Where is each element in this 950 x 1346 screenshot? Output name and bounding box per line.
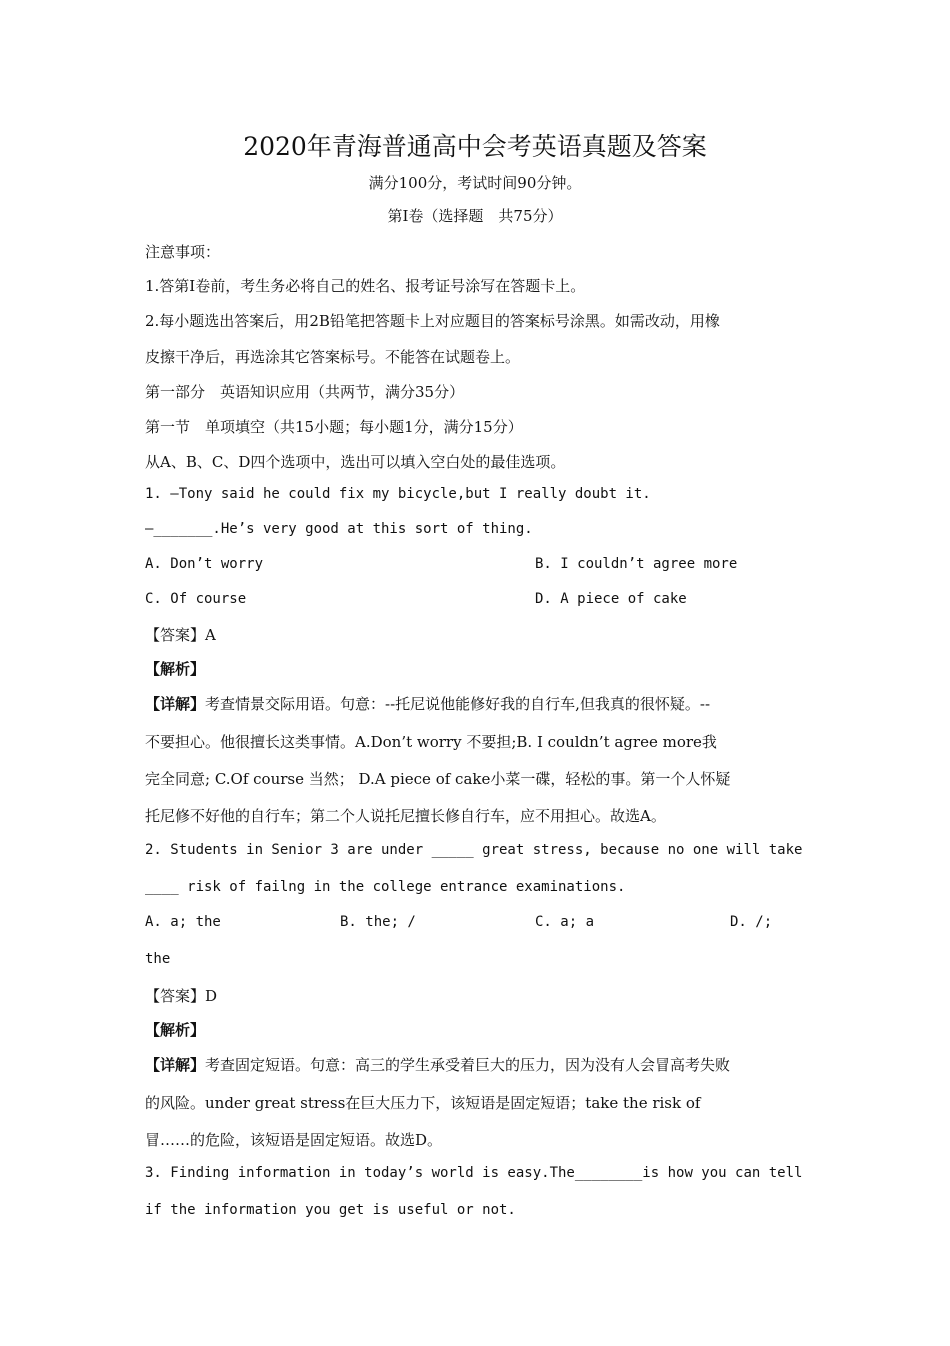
q2-answer: 【答案】D (145, 987, 218, 1005)
q1-stem-line-1: 1. —Tony said he could fix my bicycle,but I really doubt it. (145, 486, 651, 502)
q2-detail-line-1 (145, 1054, 730, 1075)
q2-detail-line-2: 的风险。under great stress在巨大压力下，该短语是固定短语；take the risk of (145, 1094, 701, 1112)
q1-detail-label: 【详解】 (145, 695, 206, 713)
q1-detail-line-1 (145, 693, 710, 714)
notes-item-1: 1.答第Ⅰ卷前，考生务必将自己的姓名、报考证号涂写在答题卡上。 (145, 277, 586, 295)
notes-item-2-line-2: 皮擦干净后，再选涂其它答案标号。不能答在试题卷上。 (145, 348, 521, 366)
document-subtitle: 满分100分，考试时间90分钟。 (368, 174, 582, 192)
q2-option-d: D. /; (730, 914, 773, 930)
q1-detail-line-2: 不要担心。他很擅长这类事情。A.Don’t worry 不要担;B. I couldn’t agree more我 (145, 733, 717, 751)
q1-answer: 【答案】A (145, 626, 216, 644)
part1-heading: 第一部分 英语知识应用（共两节，满分35分） (145, 383, 465, 401)
notes-item-2-line-1: 2.每小题选出答案后，用2B铅笔把答题卡上对应题目的答案标号涂黑。如需改动，用橡 (145, 312, 720, 330)
q1-detail-line-3: 完全同意; C.Of course 当然； D.A piece of cake小菜一碟，轻松的事。第一个人怀疑 (145, 770, 731, 788)
part1-section1-heading: 第一节 单项填空（共15小题；每小题1分，满分15分） (145, 418, 523, 436)
q1-stem-line-2: —_______.He’s very good at this sort of thing. (145, 521, 533, 537)
q2-detail-label: 【详解】 (145, 1056, 206, 1074)
q1-detail-text-1: 考查情景交际用语。句意：--托尼说他能修好我的自行车,但我真的很怀疑。-- (205, 695, 711, 713)
q2-option-d-continued: the (145, 951, 171, 967)
q2-analysis-label: 【解析】 (145, 1021, 206, 1039)
section-title: 第Ⅰ卷（选择题 共75分） (387, 207, 563, 225)
q2-detail-text-1: 考查固定短语。句意：高三的学生承受着巨大的压力，因为没有人会冒高考失败 (205, 1056, 731, 1074)
q2-stem-line-1: 2. Students in Senior 3 are under _____ great stress, because no one will take (145, 842, 803, 858)
q1-analysis-label: 【解析】 (145, 660, 206, 678)
q1-option-d: D. A piece of cake (535, 591, 687, 607)
document-title: 2020年青海普通高中会考英语真题及答案 (243, 132, 707, 161)
q2-stem-line-2: ____ risk of failng in the college entrance examinations. (145, 879, 626, 895)
q2-option-c: C. a; a (535, 914, 595, 930)
q2-option-a: A. a; the (145, 914, 221, 930)
q2-option-b: B. the; / (340, 914, 416, 930)
q2-detail-line-3: 冒……的危险，该短语是固定短语。故选D。 (145, 1131, 443, 1149)
q1-option-c: C. Of course (145, 591, 247, 607)
q3-stem-line-2: if the information you get is useful or not. (145, 1202, 516, 1218)
part1-instruction: 从A、B、C、D四个选项中，选出可以填入空白处的最佳选项。 (145, 453, 566, 471)
q3-stem-line-1: 3. Finding information in today’s world is easy.The________is how you can tell (145, 1165, 803, 1181)
q1-option-b: B. I couldn’t agree more (535, 556, 738, 572)
notes-heading: 注意事项： (145, 243, 221, 261)
q1-option-a: A. Don’t worry (145, 556, 264, 572)
q1-detail-line-4: 托尼修不好他的自行车；第二个人说托尼擅长修自行车，应不用担心。故选A。 (145, 807, 666, 825)
